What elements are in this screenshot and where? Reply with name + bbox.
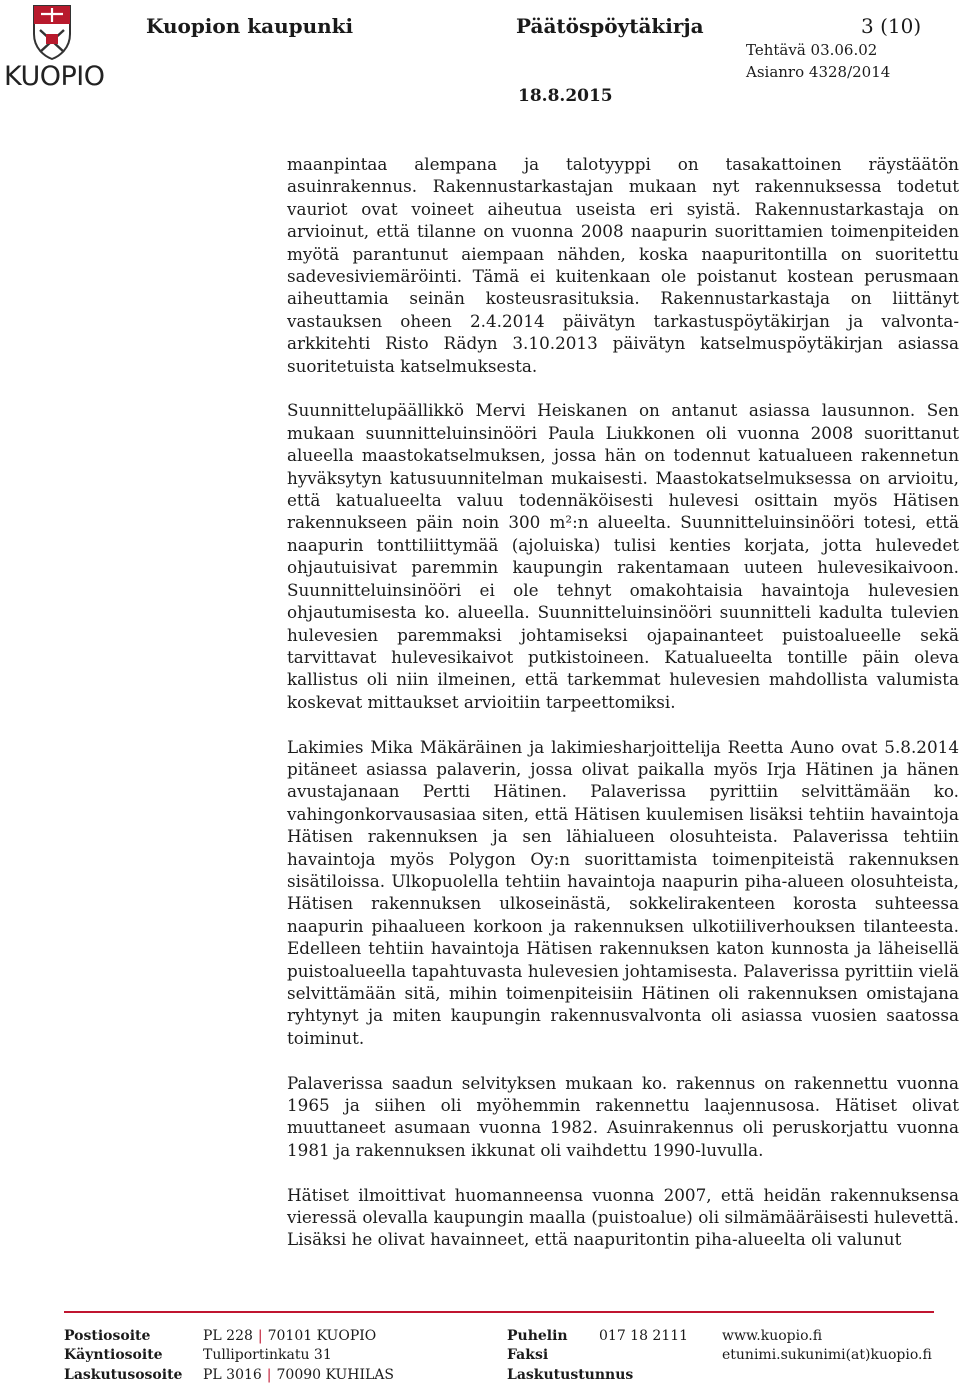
postal-box: PL 228 — [203, 1328, 253, 1344]
visiting-address: Tulliportinkatu 31 — [203, 1347, 332, 1363]
task-number: Tehtävä 03.06.02 — [746, 41, 878, 59]
phone-label: Puhelin — [507, 1328, 568, 1344]
body-paragraph: Suunnittelupäällikkö Mervi Heiskanen on antanut asiassa lausunnon. Sen mukaan suunnitteluinsinööri Paula Liukkonen oli vuonna 2008 suorittanut alueella maastokatselmuksen, jossa hän on todennut katualueen rakennetun hyväksytyn katusuunnitelman mukaisesti. Maastokatselmuksessa on arvioitu, että katualueelta valuu todennäköisesti hulevesi osittain myös Hätisen rakennukseen päin noin 300 m²:n alueelta. Suunnitteluinsinööri totesi, että naapurin tonttiliittymää (ajoluiska) tulisi kenties korjata, jotta hulevedet ohjautuisivat paremmin kaupungin rakentamaan uuteen hulevesikaivoon. Suunnitteluinsinööri ei ole tehnyt omakohtaisia havaintoja hulevesien ohjautumisesta ko. alueella. Suunnitteluinsinööri suunnitteli kadulta tulevien hulevesien paremmaksi johtamiseksi ojapainanteet puistoalueelle sekä tarvittavat hulevesikaivot putkistoineen. Katualueelta tontille päin oleva kallistus oli niin ilmeinen, että tarkemmat hulevesien mahdollista valumista koskevat mittaukset arvioitiin tarpeettomiksi. — [287, 400, 959, 712]
postal-address — [203, 1327, 376, 1345]
organization-name: Kuopion kaupunki — [146, 14, 354, 38]
coat-of-arms-icon — [32, 4, 72, 60]
email-link[interactable]: etunimi.sukunimi(at)kuopio.fi — [722, 1347, 932, 1363]
website-link[interactable]: www.kuopio.fi — [722, 1328, 823, 1344]
page-footer — [0, 1311, 960, 1386]
meeting-date: 18.8.2015 — [518, 86, 613, 106]
fax-label: Faksi — [507, 1347, 549, 1363]
billing-address — [203, 1366, 394, 1384]
postal-code: 70101 KUOPIO — [267, 1328, 377, 1344]
billing-code: 70090 KUHILAS — [276, 1367, 394, 1383]
billing-box: PL 3016 — [203, 1367, 262, 1383]
billing-id-label: Laskutustunnus — [507, 1367, 634, 1383]
logo-text: KUOPIO — [4, 61, 105, 92]
kuopio-logo — [4, 4, 105, 92]
page-number: 3 (10) — [861, 14, 922, 38]
document-type: Päätöspöytäkirja — [516, 14, 704, 38]
visiting-address-label: Käyntiosoite — [64, 1347, 163, 1363]
case-number: Asianro 4328/2014 — [746, 63, 891, 81]
separator: | — [257, 1328, 263, 1344]
body-paragraph: maanpintaa alempana ja talotyyppi on tasakattoinen räystäätön asuinrakennus. Rakennustarkastajan mukaan nyt rakennuksessa todetut vauriot ovat voineet aiheutua useista eri syistä. Rakennustarkastaja on arvioinut, että tilanne on vuonna 2008 naapurin suorittamien toimenpiteiden myötä parantunut aiempaan nähden, koska naapuritontilla on suoritettu sadevesiviemäröinti. Tämä ei kuitenkaan ole poistanut kostean perusmaan aiheuttamia seinän kosteusrasituksia. Rakennustarkastaja on liittänyt vastauksen oheen 2.4.2014 päivätyn tarkastuspöytäkirjan ja valvonta-arkkitehti Risto Rädyn 3.10.2013 päivätyn katselmuspöytäkirjan asiassa suoritetuista katselmuksesta. — [287, 154, 959, 376]
billing-address-label: Laskutusosoite — [64, 1367, 183, 1383]
phone-number: 017 18 2111 — [599, 1328, 689, 1344]
separator: | — [266, 1367, 272, 1383]
body-paragraph: Palaverissa saadun selvityksen mukaan ko. rakennus on rakennettu vuonna 1965 ja siihen oli myöhemmin rakennettu laajennusosa. Hätiset olivat muuttaneet asumaan vuonna 1982. Asuinrakennus oli peruskorjattu vuonna 1981 ja rakennuksen ikkunat oli vaihdettu 1990-luvulla. — [287, 1072, 959, 1160]
document-body — [287, 153, 959, 1251]
postal-address-label: Postiosoite — [64, 1328, 151, 1344]
footer-divider — [64, 1311, 934, 1313]
body-paragraph: Hätiset ilmoittivat huomanneensa vuonna 2007, että heidän rakennuksensa vieressä olevalla kaupungin maalla (puistoalue) oli silmämääräisesti hulevettä. Lisäksi he olivat havainneet, että naapuritontin piha-alueelta oli valunut — [287, 1184, 959, 1250]
body-paragraph: Lakimies Mika Mäkäräinen ja lakimiesharjoittelija Reetta Auno ovat 5.8.2014 pitäneet asiassa palaverin, jossa olivat paikalla myös Irja Hätinen ja hänen avustajanaan Pertti Hätinen. Palaverissa pyrittiin selvittämään ko. vahingonkorvausasiaa siten, että Hätisen kuulemisen lisäksi tehtiin havaintoja Hätisen rakennuksen ja sen lähialueen olosuhteista. Palaverissa tehtiin havaintoja myös Polygon Oy:n suorittamista toimenpiteistä rakennuksen sisätiloissa. Ulkopuolella tehtiin havaintoja naapurin piha-alueen olosuhteista, Hätisen rakennuksen ulkoseinästä, sokkelirakenteen korosta suhteessa naapurin pihaalueen korkoon ja rakennuksen ulkotiiliverhouksen tilanteesta. Edelleen tehtiin havaintoja Hätisen rakennuksen katon kunnosta ja läheisellä puistoalueella tapahtuvasta hulevesien johtamisesta. Palaverissa pyrittiin vielä selvittämään sitä, mihin toimenpiteisiin Hätinen oli rakennuksen omistajana ryhtynyt ja miten kaupungin rakennusvalvonta oli asiassa vuosien saatossa toiminut. — [287, 736, 959, 1048]
